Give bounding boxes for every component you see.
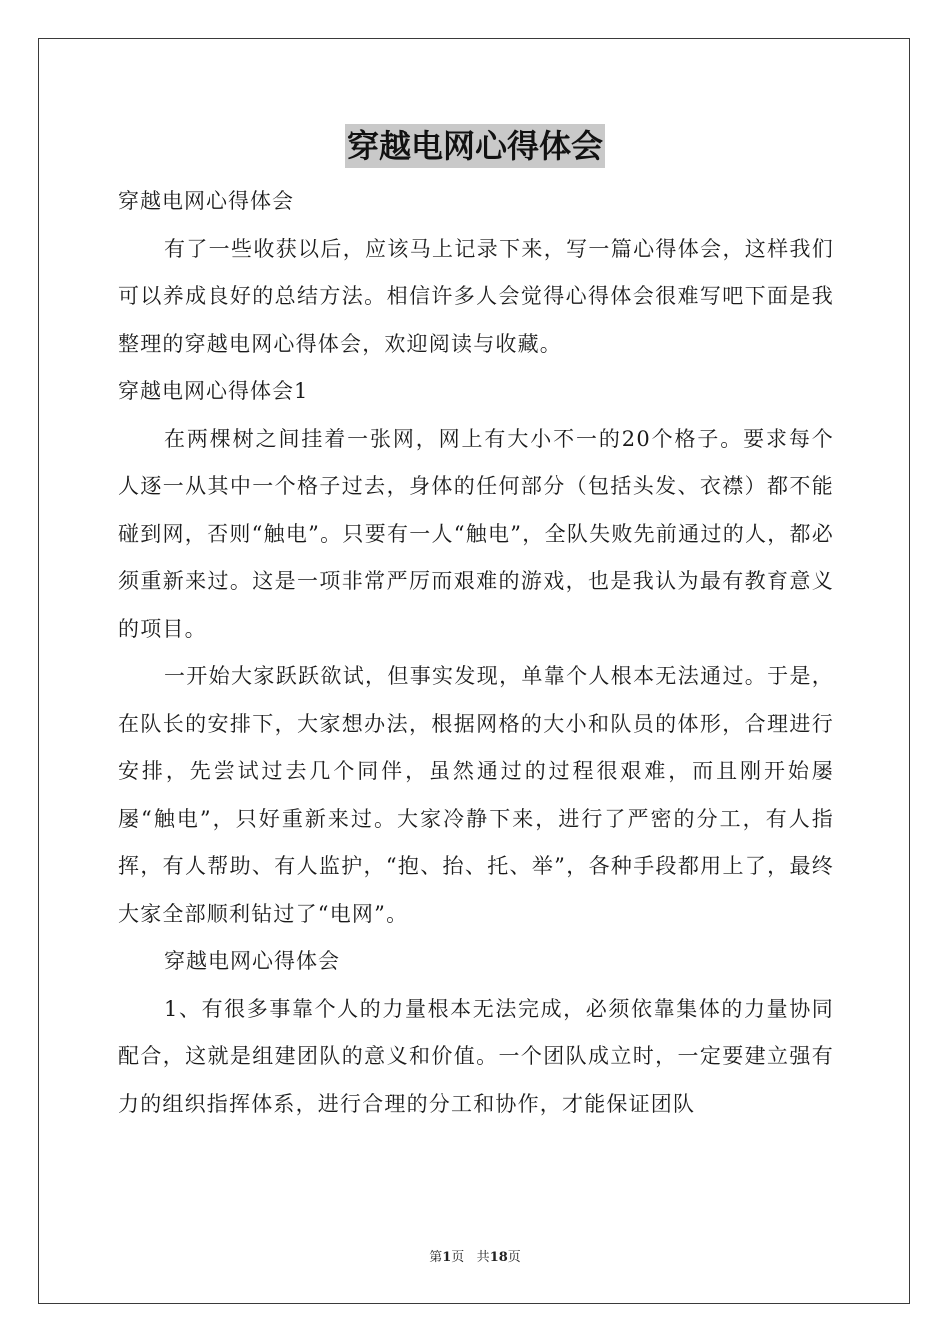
document-body [118, 178, 834, 1128]
footer-total-prefix: 共 [476, 1250, 490, 1265]
footer-page-suffix: 页 [451, 1250, 465, 1265]
section-heading: 穿越电网心得体会 [164, 949, 340, 973]
section-heading: 穿越电网心得体会 [118, 189, 294, 213]
section-heading: 穿越电网心得体会1 [118, 379, 309, 403]
footer-prefix: 第 [429, 1250, 443, 1265]
paragraph: 在两棵树之间挂着一张网，网上有大小不一的20个格子。要求每个人逐一从其中一个格子过去，身体的任何部分（包括头发、衣襟）都不能碰到网，否则“触电”。只要有一人“触电”，全队失败先前通过的人，都必须重新来过。这是一项非常严厉而艰难的游戏，也是我认为最有教育意义的项目。 [118, 426, 834, 641]
footer-page-number: 1 [442, 1250, 452, 1265]
document-title: 穿越电网心得体会 [345, 124, 605, 168]
title-wrap [0, 124, 950, 168]
paragraph: 有了一些收获以后，应该马上记录下来，写一篇心得体会，这样我们可以养成良好的总结方法。相信许多人会觉得心得体会很难写吧下面是我整理的穿越电网心得体会，欢迎阅读与收藏。 [118, 236, 834, 356]
footer-total-suffix: 页 [507, 1250, 521, 1265]
paragraph: 一开始大家跃跃欲试，但事实发现，单靠个人根本无法通过。于是，在队长的安排下，大家想办法，根据网格的大小和队员的体形，合理进行安排，先尝试过去几个同伴，虽然通过的过程很艰难，而且刚开始屡屡“触电”，只好重新来过。大家冷静下来，进行了严密的分工，有人指挥，有人帮助、有人监护，“抱、抬、托、举”，各种手段都用上了，最终大家全部顺利钻过了“电网”。 [118, 664, 834, 926]
page-footer [0, 1246, 950, 1265]
footer-total-pages: 18 [489, 1250, 508, 1265]
paragraph: 1、有很多事靠个人的力量根本无法完成，必须依靠集体的力量协同配合，这就是组建团队的意义和价值。一个团队成立时，一定要建立强有力的组织指挥体系，进行合理的分工和协作，才能保证团队 [118, 996, 834, 1116]
